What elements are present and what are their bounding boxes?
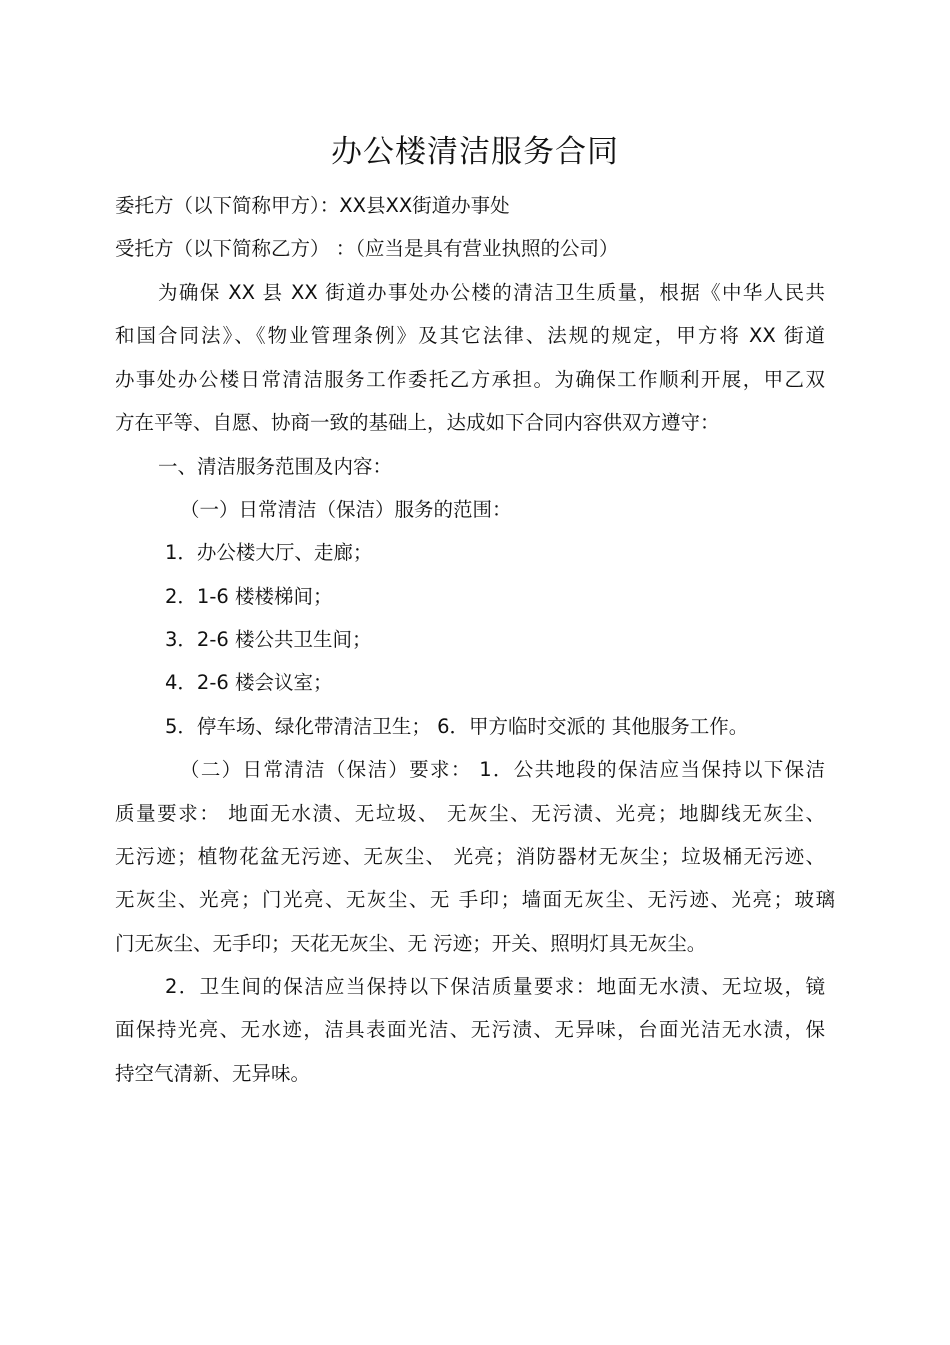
restroom-line-3: 持空气清新、无异味。 — [115, 1062, 311, 1085]
client-party-line: 委托方（以下简称甲方）：XX县XX街道办事处 — [115, 194, 510, 217]
restroom-line-1: 2．卫生间的保洁应当保持以下保洁质量要求：地面无水渍、无垃圾，镜 — [165, 975, 825, 998]
requirements-line-4: 无灰尘、光亮；门光亮、无灰尘、无 手印；墙面无灰尘、无污迹、光亮；玻璃 — [115, 888, 835, 911]
contractor-party-line: 受托方（以下简称乙方） ：（应当是具有营业执照的公司） — [115, 237, 619, 260]
requirements-line-1: （二）日常清洁（保洁）要求： 1．公共地段的保洁应当保持以下保洁 — [180, 758, 825, 781]
restroom-line-2: 面保持光亮、无水迹，洁具表面光洁、无污渍、无异味，台面光洁无水渍，保 — [115, 1018, 825, 1041]
list-item: 3．2-6 楼公共卫生间； — [165, 628, 372, 651]
list-item: 5．停车场、绿化带清洁卫生； 6．甲方临时交派的 其他服务工作。 — [165, 715, 749, 738]
list-item: 2．1-6 楼楼梯间； — [165, 585, 333, 608]
list-item: 1．办公楼大厅、走廊； — [165, 541, 373, 564]
preamble-line-4: 方在平等、自愿、协商一致的基础上，达成如下合同内容供双方遵守： — [115, 411, 720, 434]
requirements-line-3: 无污迹；植物花盆无污迹、无灰尘、 光亮；消防器材无灰尘；垃圾桶无污迹、 — [115, 845, 825, 868]
requirements-line-2: 质量要求： 地面无水渍、无垃圾、 无灰尘、无污渍、光亮；地脚线无灰尘、 — [115, 802, 825, 825]
document-title: 办公楼清洁服务合同 — [331, 134, 619, 170]
list-item: 4．2-6 楼会议室； — [165, 671, 333, 694]
preamble-line-3: 办事处办公楼日常清洁服务工作委托乙方承担。为确保工作顺利开展，甲乙双 — [115, 368, 825, 391]
preamble-line-2: 和国合同法》、《物业管理条例》及其它法律、法规的规定，甲方将 XX 街道 — [115, 324, 825, 347]
section-heading: 一、清洁服务范围及内容： — [158, 455, 393, 478]
requirements-line-5: 门无灰尘、无手印；天花无灰尘、无 污迹；开关、照明灯具无灰尘。 — [115, 932, 707, 955]
subsection-heading-1: （一）日常清洁（保洁）服务的范围： — [180, 498, 512, 521]
preamble-line-1: 为确保 XX 县 XX 街道办事处办公楼的清洁卫生质量，根据《中华人民共 — [158, 281, 825, 304]
